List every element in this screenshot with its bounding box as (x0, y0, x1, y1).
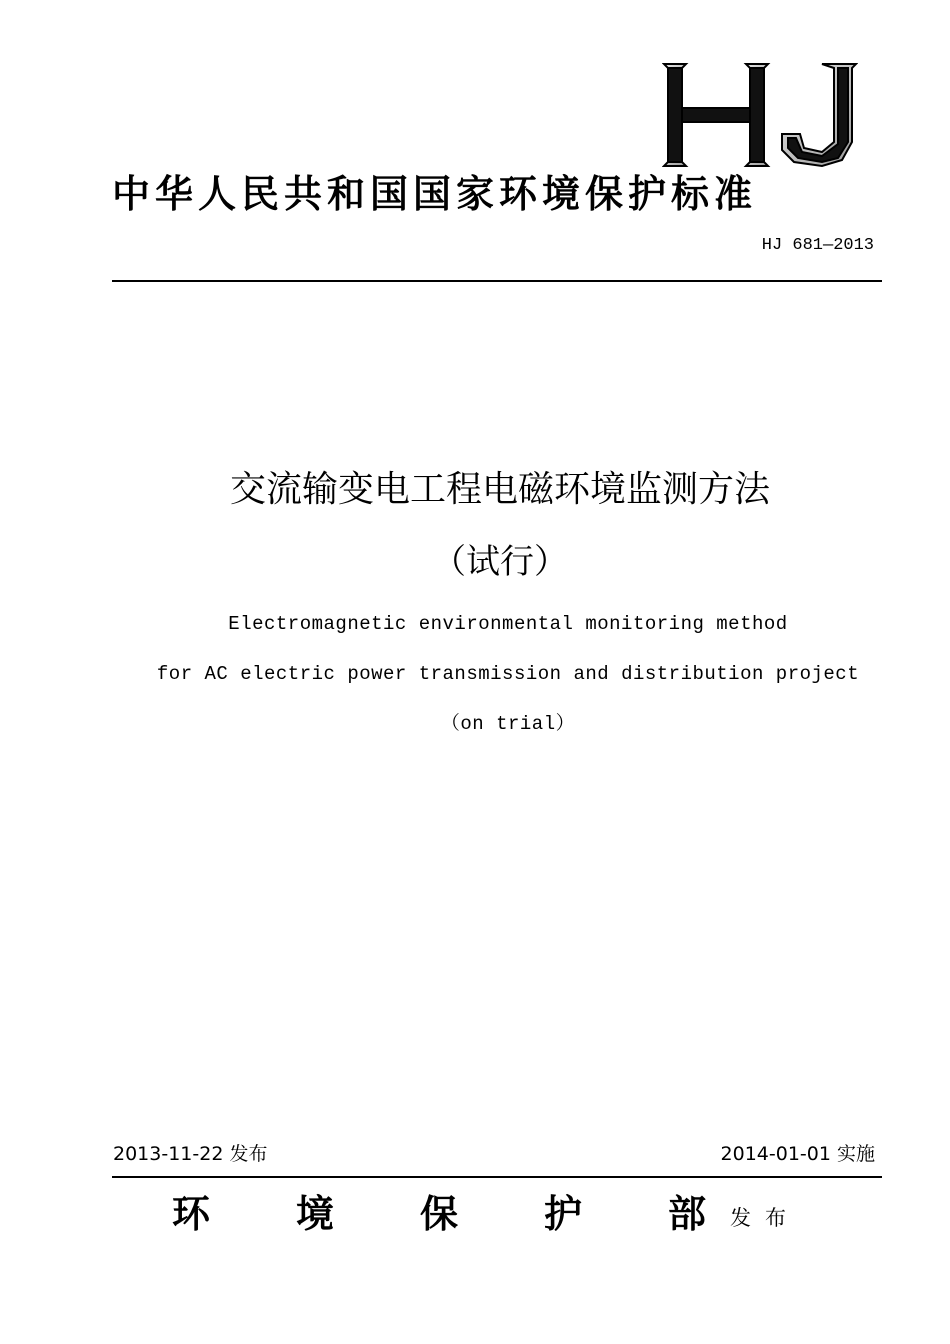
header-rule (112, 280, 882, 282)
standard-series-title: 中华人民共和国国家环境保护标准 (112, 171, 758, 216)
standard-code: HJ 681—2013 (761, 236, 874, 255)
hj-logo (662, 62, 858, 168)
issuer-char: 护 (544, 1191, 583, 1236)
effective-date: 2014-01-01 实施 (720, 1143, 875, 1165)
footer-rule (112, 1176, 882, 1178)
issuer-char: 保 (420, 1191, 459, 1236)
issuer-char: 部 (668, 1191, 707, 1236)
issuer-char: 环 (172, 1191, 211, 1236)
document-subtitle-cn: （试行） (432, 542, 568, 582)
publish-date: 2013-11-22 发布 (113, 1143, 268, 1165)
document-title-en-line2: for AC electric power transmission and distribution project (156, 663, 860, 685)
document-title-cn: 交流输变电工程电磁环境监测方法 (229, 469, 770, 510)
issuer-char: 境 (296, 1191, 335, 1236)
document-title-en-line1: Electromagnetic environmental monitoring method (228, 613, 788, 635)
document-title-en-line3: （on trial） (440, 713, 576, 735)
issuer-suffix: 发布 (730, 1206, 800, 1230)
